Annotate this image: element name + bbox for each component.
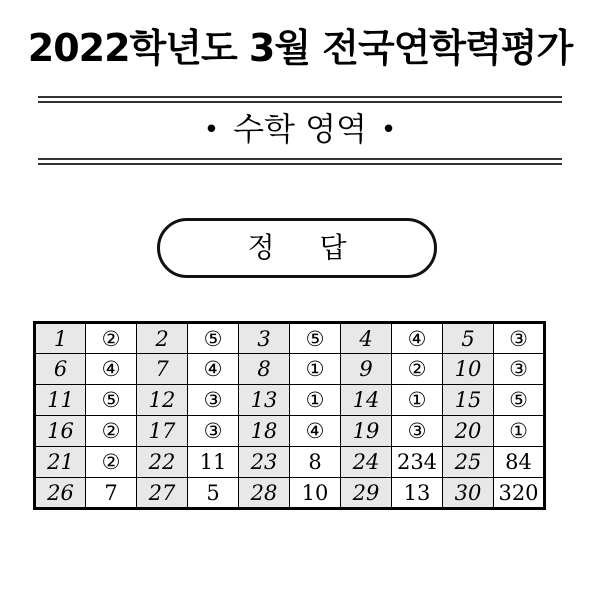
question-number: 21 [35,447,86,478]
question-number: 6 [35,354,86,385]
answer-cell: ⑤ [494,385,545,416]
answer-cell: 11 [188,447,239,478]
answer-label: 정 답 [247,231,365,264]
answer-cell: ① [392,385,443,416]
question-number: 20 [443,416,494,447]
answer-cell: ③ [188,385,239,416]
answer-cell: ③ [494,354,545,385]
question-number: 5 [443,323,494,354]
table-row [35,354,545,385]
answer-cell: 10 [290,478,341,509]
answer-cell: ② [392,354,443,385]
question-number: 15 [443,385,494,416]
question-number: 29 [341,478,392,509]
answer-cell: 13 [392,478,443,509]
question-number: 12 [137,385,188,416]
question-number: 30 [443,478,494,509]
page-title: 2022학년도 3월 전국연학력평가 [27,26,573,70]
answer-cell: 84 [494,447,545,478]
table-row [35,323,545,354]
answer-cell: ⑤ [86,385,137,416]
subject-bullet-right: • [380,115,397,145]
answer-cell: 8 [290,447,341,478]
answer-cell: ③ [188,416,239,447]
subject-name: 수학 영역 [233,110,367,148]
answer-cell: ① [290,354,341,385]
top-rule-inner [38,101,562,103]
question-number: 26 [35,478,86,509]
question-number: 23 [239,447,290,478]
answer-label-box [157,218,437,278]
answer-cell: ④ [392,323,443,354]
question-number: 25 [443,447,494,478]
question-number: 19 [341,416,392,447]
answer-cell: ④ [188,354,239,385]
answer-cell: 7 [86,478,137,509]
question-number: 14 [341,385,392,416]
question-number: 4 [341,323,392,354]
subject-heading [0,106,600,153]
question-number: 27 [137,478,188,509]
bottom-rule-inner [38,163,562,165]
answer-cell: ② [86,447,137,478]
answer-cell: ④ [86,354,137,385]
answer-cell: ④ [290,416,341,447]
answer-cell: ⑤ [188,323,239,354]
question-number: 18 [239,416,290,447]
answer-cell: 234 [392,447,443,478]
question-number: 10 [443,354,494,385]
question-number: 28 [239,478,290,509]
answer-cell: ② [86,416,137,447]
answer-table [33,321,546,510]
question-number: 17 [137,416,188,447]
top-rule-outer [38,96,562,98]
answer-cell: 5 [188,478,239,509]
answer-cell: ③ [494,323,545,354]
subject-bullet-left: • [203,115,220,145]
question-number: 7 [137,354,188,385]
answer-cell: ⑤ [290,323,341,354]
question-number: 24 [341,447,392,478]
answer-cell: ③ [392,416,443,447]
question-number: 3 [239,323,290,354]
table-row [35,416,545,447]
question-number: 16 [35,416,86,447]
answer-cell: ① [494,416,545,447]
bottom-rule-outer [38,158,562,160]
question-number: 1 [35,323,86,354]
question-number: 13 [239,385,290,416]
question-number: 9 [341,354,392,385]
table-row [35,385,545,416]
answer-cell: ① [290,385,341,416]
answer-cell: ② [86,323,137,354]
table-row [35,447,545,478]
question-number: 2 [137,323,188,354]
question-number: 11 [35,385,86,416]
answer-cell: 320 [494,478,545,509]
table-row [35,478,545,509]
question-number: 22 [137,447,188,478]
question-number: 8 [239,354,290,385]
